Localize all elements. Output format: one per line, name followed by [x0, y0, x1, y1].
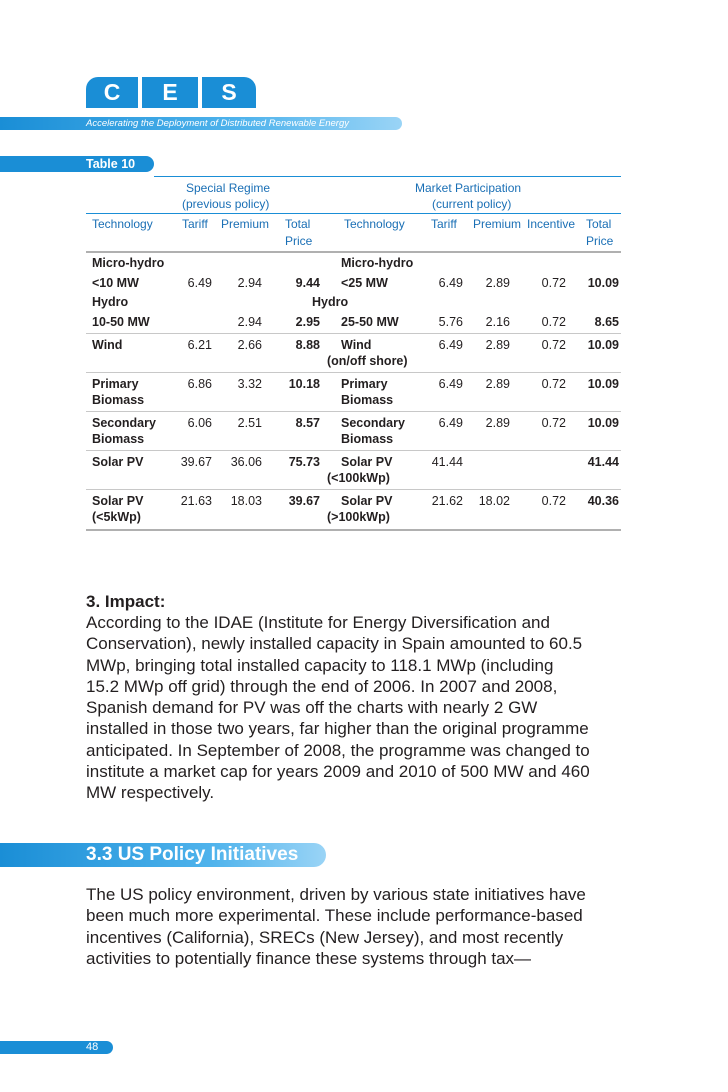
row-divider: [86, 489, 621, 490]
cell-incentive2: 0.72: [541, 416, 566, 430]
cell-technology: 10-50 MW: [92, 315, 150, 329]
paragraph-line: MW respectively.: [86, 783, 215, 803]
row-divider: [86, 411, 621, 412]
col-header-tariff: Tariff: [182, 217, 208, 231]
cell-tariff2: 6.49: [438, 377, 463, 391]
logo-letter-e: E: [142, 77, 198, 108]
col-header-premium: Premium: [221, 217, 270, 231]
col-header-price: Price: [285, 234, 313, 248]
cell-premium: 2.94: [237, 276, 262, 290]
cell-technology2: Secondary: [341, 416, 405, 430]
cell-technology2-line2: Biomass: [341, 393, 394, 407]
page-number: 48: [86, 1041, 99, 1053]
cell-technology-line2: Biomass: [92, 393, 145, 407]
group-header-current-policy: (current policy): [432, 197, 512, 211]
cell-incentive2: 0.72: [541, 315, 566, 329]
cell-total: 8.88: [295, 338, 320, 352]
col-header-incentive2: Incentive: [527, 217, 576, 231]
cell-total: 9.44: [295, 276, 320, 290]
cell-technology2: <25 MW: [341, 276, 388, 290]
cell-mid-label: Hydro: [312, 295, 349, 309]
section-heading: 3.3 US Policy Initiatives: [86, 844, 299, 865]
group-header-special-regime: Special Regime: [186, 181, 271, 195]
cell-incentive2: 0.72: [541, 338, 566, 352]
cell-premium2: 18.02: [478, 494, 510, 508]
cell-premium2: 2.16: [485, 315, 510, 329]
cell-tariff: 6.49: [187, 276, 212, 290]
cell-technology: <10 MW: [92, 276, 139, 290]
cell-total2: 40.36: [587, 494, 619, 508]
paragraph-line: incentives (California), SRECs (New Jersey), and most recently: [86, 927, 564, 947]
paragraph-line: anticipated. In September of 2008, the programme was changed to: [86, 740, 590, 760]
cell-total2: 10.09: [587, 276, 619, 290]
cell-technology-line2: (<5kWp): [92, 510, 141, 524]
cell-premium: 18.03: [230, 494, 262, 508]
cell-tariff2: 5.76: [438, 315, 463, 329]
col-header-price2: Price: [586, 234, 614, 248]
cell-tariff2: 6.49: [438, 416, 463, 430]
col-header-premium2: Premium: [473, 217, 522, 231]
col-header-technology: Technology: [92, 217, 153, 231]
cell-technology: Wind: [92, 338, 123, 352]
cell-total: 75.73: [288, 455, 320, 469]
table-caption: Table 10: [86, 157, 136, 171]
cell-premium: 3.32: [237, 377, 262, 391]
row-divider: [86, 333, 621, 334]
table-bottom-rule: [86, 529, 621, 531]
cell-total2: 10.09: [587, 377, 619, 391]
col-header-tariff2: Tariff: [431, 217, 457, 231]
cell-technology2: 25-50 MW: [341, 315, 399, 329]
cell-technology2: Primary: [341, 377, 388, 391]
cell-technology: Micro-hydro: [92, 256, 165, 270]
cell-tariff: 6.06: [187, 416, 212, 430]
cell-tariff2: 6.49: [438, 276, 463, 290]
col-header-total: Total: [285, 217, 311, 231]
cell-total: 39.67: [288, 494, 320, 508]
cell-technology2-line2: (>100kWp): [327, 510, 390, 524]
cell-tariff: 39.67: [180, 455, 212, 469]
cell-technology: Solar PV: [92, 455, 144, 469]
paragraph-line: 15.2 MWp off grid) through the end of 2006. In 2007 and 2008,: [86, 676, 558, 696]
cell-technology2: Solar PV: [341, 455, 393, 469]
paragraph-line: MWp, bringing total installed capacity to 118.1 MWp (including: [86, 655, 554, 675]
tagline: Accelerating the Deployment of Distributed Renewable Energy: [86, 118, 349, 129]
cell-incentive2: 0.72: [541, 276, 566, 290]
group-header-market-participation: Market Participation: [415, 181, 522, 195]
section-paragraph: [86, 884, 626, 969]
cell-premium2: 2.89: [485, 276, 510, 290]
cell-tariff2: 21.62: [431, 494, 463, 508]
cell-total: 2.95: [295, 315, 320, 329]
cell-technology2-line2: (<100kWp): [327, 471, 390, 485]
cell-technology: Primary: [92, 377, 139, 391]
cell-technology-line2: Biomass: [92, 432, 145, 446]
cell-technology: Secondary: [92, 416, 156, 430]
row-divider: [86, 450, 621, 451]
paragraph-line: Conservation), newly installed capacity in Spain amounted to 60.5: [86, 634, 583, 654]
cell-total2: 41.44: [587, 455, 619, 469]
col-header-technology2: Technology: [344, 217, 405, 231]
paragraph-line: Spanish demand for PV was off the charts with nearly 2 GW: [86, 698, 538, 718]
cell-premium: 36.06: [230, 455, 262, 469]
cell-technology: Hydro: [92, 295, 129, 309]
cell-incentive2: 0.72: [541, 494, 566, 508]
cell-technology: Solar PV: [92, 494, 144, 508]
paragraph-line: The US policy environment, driven by various state initiatives have: [86, 885, 586, 904]
impact-heading: 3. Impact:: [86, 592, 166, 611]
paragraph-line: institute a market cap for years 2009 and 2010 of 500 MW and 460: [86, 762, 590, 782]
cell-premium2: 2.89: [485, 338, 510, 352]
header-rule-bottom: [86, 251, 621, 253]
cell-total: 8.57: [295, 416, 320, 430]
cell-total2: 8.65: [594, 315, 619, 329]
paragraph-line: activities to potentially finance these systems through tax—: [86, 948, 532, 968]
group-header-previous-policy: (previous policy): [182, 197, 270, 211]
cell-technology2-line2: Biomass: [341, 432, 394, 446]
cell-tariff: 6.86: [187, 377, 212, 391]
cell-premium: 2.51: [237, 416, 262, 430]
col-header-total2: Total: [586, 217, 612, 231]
cell-tariff2: 6.49: [438, 338, 463, 352]
cell-incentive2: 0.72: [541, 377, 566, 391]
cell-tariff: 6.21: [187, 338, 212, 352]
cell-technology2-line2: (on/off shore): [327, 354, 408, 368]
cell-technology2: Solar PV: [341, 494, 393, 508]
logo-letter-c: C: [86, 77, 138, 108]
cell-premium: 2.66: [237, 338, 262, 352]
logo-letter-s: S: [202, 77, 256, 108]
paragraph-line: been much more experimental. These include performance-based: [86, 906, 583, 926]
header-rule-top: [86, 213, 621, 214]
caption-rule: [154, 176, 621, 177]
paragraph-line: installed in those two years, far higher than the original programme: [86, 719, 589, 739]
cell-technology2: Micro-hydro: [341, 256, 414, 270]
impact-paragraph: [86, 612, 626, 804]
cell-premium2: 2.89: [485, 416, 510, 430]
cell-tariff2: 41.44: [431, 455, 463, 469]
cell-technology2: Wind: [341, 338, 372, 352]
paragraph-line: According to the IDAE (Institute for Energy Diversification and: [86, 613, 550, 632]
cell-premium: 2.94: [237, 315, 262, 329]
cell-total2: 10.09: [587, 416, 619, 430]
cell-total2: 10.09: [587, 338, 619, 352]
row-divider: [86, 372, 621, 373]
cell-premium2: 2.89: [485, 377, 510, 391]
ces-logo: [86, 77, 256, 108]
cell-total: 10.18: [288, 377, 320, 391]
cell-tariff: 21.63: [180, 494, 212, 508]
